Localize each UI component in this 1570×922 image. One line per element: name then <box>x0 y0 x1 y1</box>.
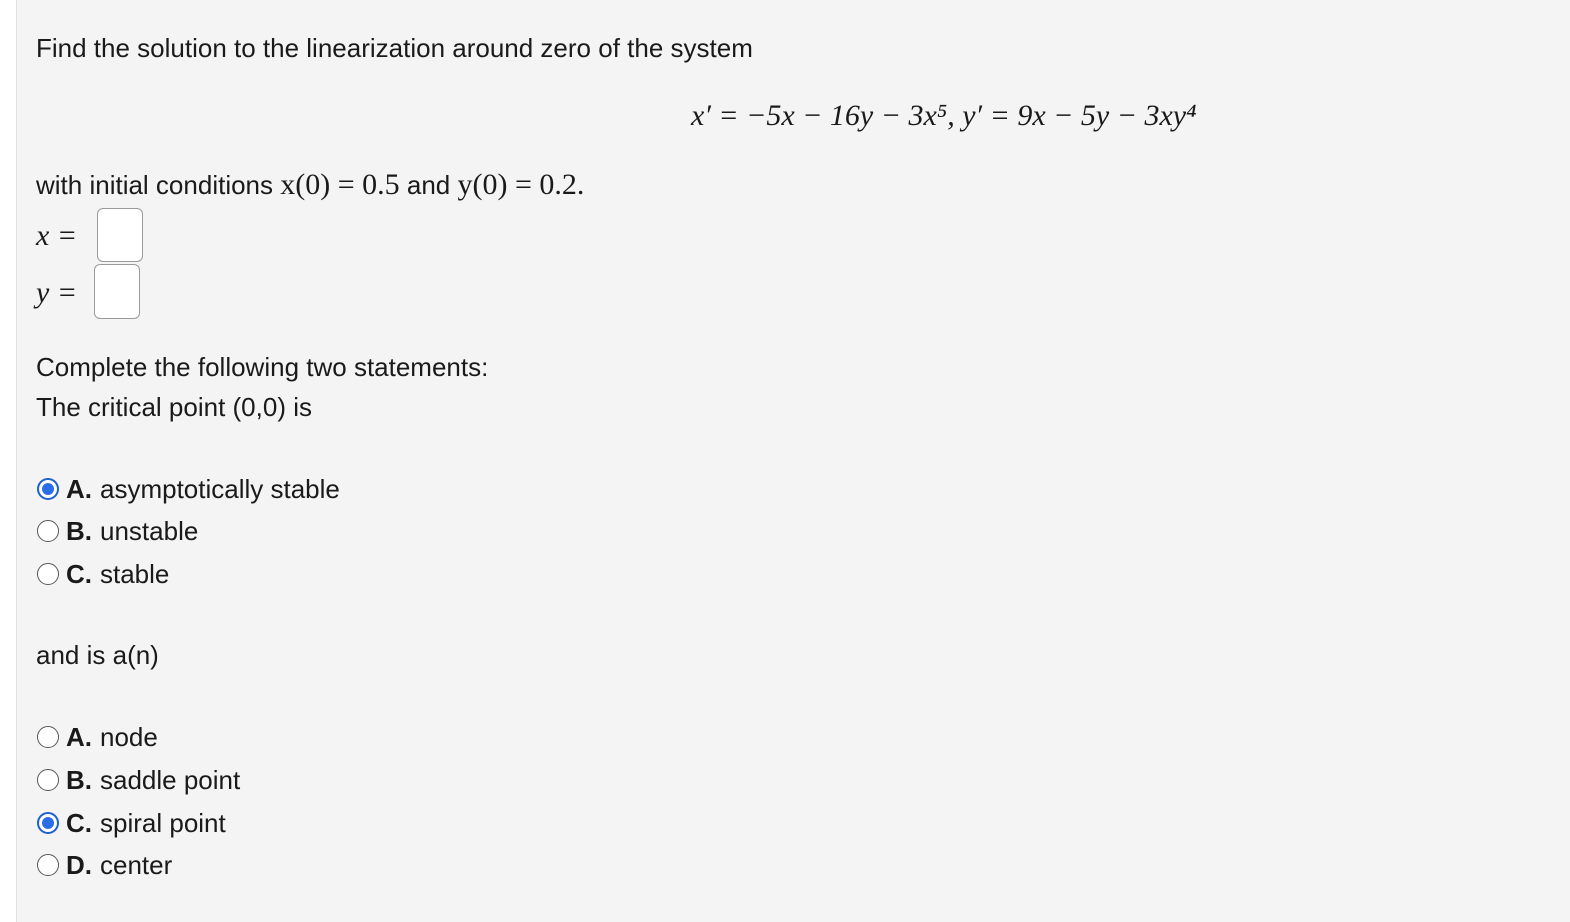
option-label: spiral point <box>100 807 226 838</box>
statements-heading: Complete the following two statements: <box>36 352 489 382</box>
question-intro: Find the solution to the linearization around zero of the system <box>36 33 753 63</box>
x-answer-input[interactable] <box>97 208 143 262</box>
option-letter: D. <box>66 849 92 880</box>
option-letter: B. <box>66 764 92 795</box>
option-letter: C. <box>66 807 92 838</box>
radio-button[interactable] <box>37 520 59 542</box>
type-option-c[interactable] <box>37 805 226 841</box>
radio-button[interactable] <box>37 726 59 748</box>
radio-button[interactable] <box>37 854 59 876</box>
option-label: saddle point <box>100 764 241 795</box>
radio-button[interactable] <box>37 478 59 500</box>
radio-button[interactable] <box>37 563 59 585</box>
radio-button[interactable] <box>37 812 59 834</box>
option-label: node <box>100 721 158 752</box>
type-option-d[interactable] <box>37 847 172 883</box>
radio-button[interactable] <box>37 769 59 791</box>
ic-prefix: with initial conditions <box>36 170 274 200</box>
option-label: asymptotically stable <box>100 473 340 504</box>
stability-option-a[interactable] <box>37 471 340 507</box>
stability-option-c[interactable] <box>37 556 169 592</box>
option-letter: A. <box>66 473 92 504</box>
question-panel <box>16 0 1570 922</box>
ic-y: y(0) = 0.2. <box>457 168 585 201</box>
ic-x: x(0) = 0.5 <box>280 168 400 201</box>
option-label: center <box>100 849 173 880</box>
option-letter: C. <box>66 558 92 589</box>
option-letter: A. <box>66 721 92 752</box>
y-answer-input[interactable] <box>94 264 140 319</box>
option-letter: B. <box>66 515 92 546</box>
system-equation: x′ = −5x − 16y − 3x⁵, y′ = 9x − 5y − 3xy⁴ <box>691 99 1197 132</box>
initial-conditions <box>36 168 584 202</box>
x-label: x = <box>36 219 78 252</box>
ic-and: and <box>406 170 451 200</box>
y-label: y = <box>36 276 78 309</box>
type-option-b[interactable] <box>37 762 240 798</box>
stability-option-b[interactable] <box>37 513 198 549</box>
option-label: unstable <box>100 515 199 546</box>
type-option-a[interactable] <box>37 719 158 755</box>
critical-point-text: The critical point (0,0) is <box>36 392 312 422</box>
option-label: stable <box>100 558 170 589</box>
and-is-text: and is a(n) <box>36 640 159 670</box>
